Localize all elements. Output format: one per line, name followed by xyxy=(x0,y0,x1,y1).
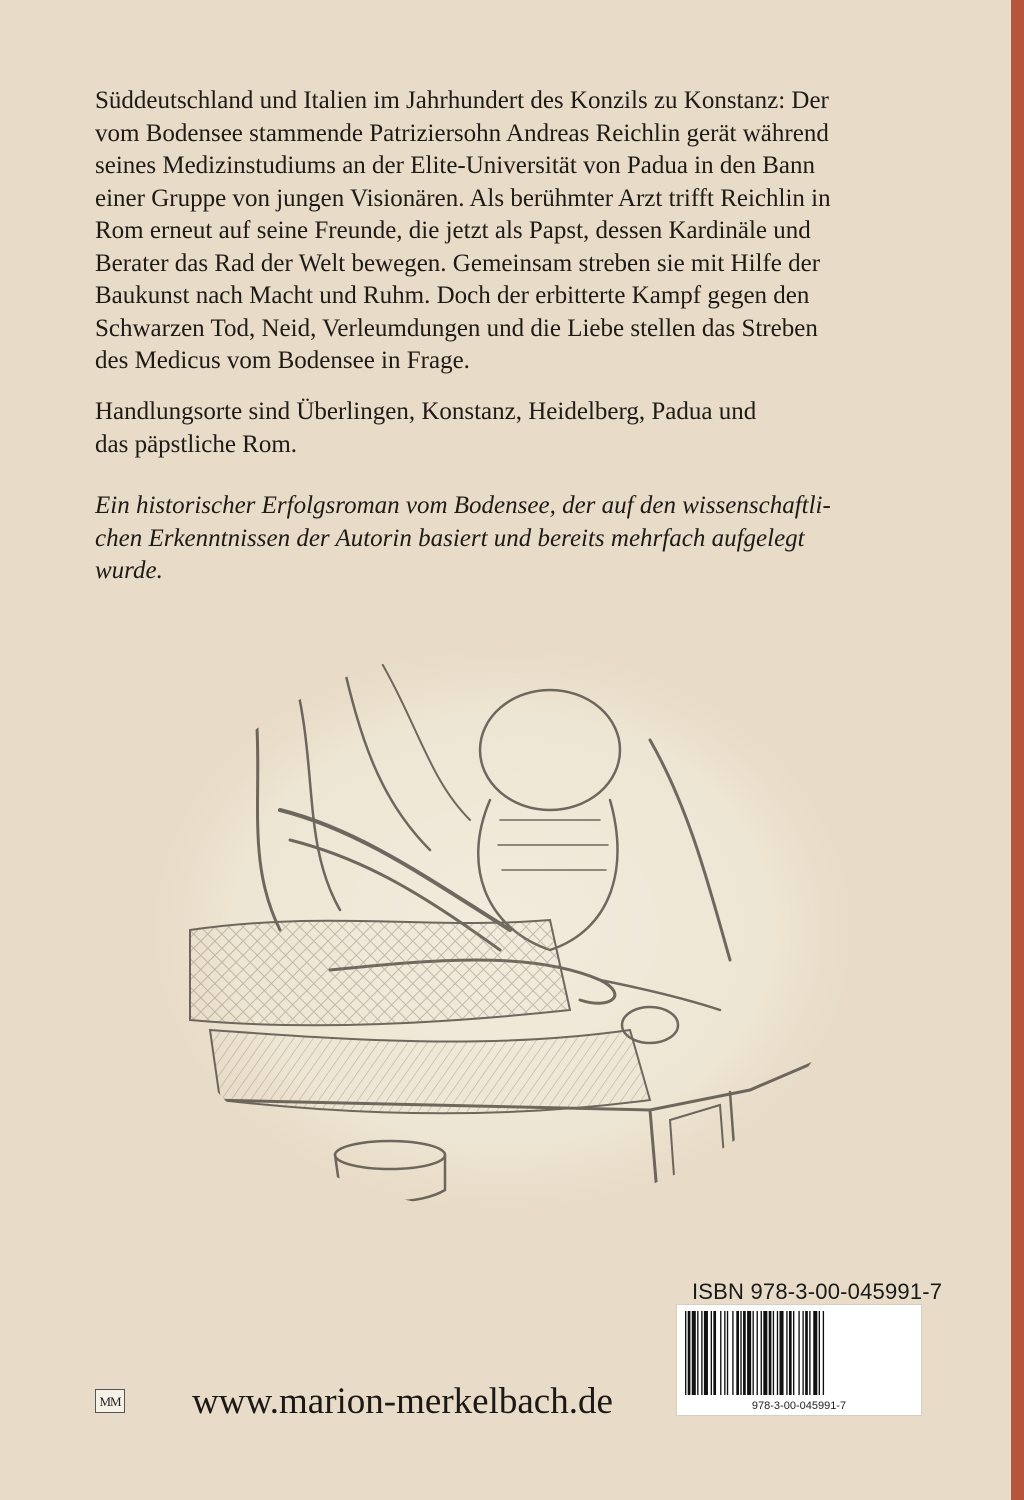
barcode-bar xyxy=(789,1311,792,1395)
blurb-line: Rom erneut auf seine Freunde, die jetzt als Papst, dessen Kardinäle und xyxy=(95,217,811,244)
tagline-line: Ein historischer Erfolgsroman vom Bodensee, der auf den wissenschaftli- xyxy=(95,492,831,519)
barcode-bar xyxy=(753,1311,754,1395)
isbn-label: ISBN 978-3-00-045991-7 xyxy=(692,1279,943,1304)
barcode-bar xyxy=(743,1311,746,1395)
barcode-bar xyxy=(740,1311,741,1395)
barcode-bar xyxy=(761,1311,762,1395)
barcode-bar xyxy=(757,1311,758,1395)
barcode-bar xyxy=(780,1311,784,1395)
barcode-bar xyxy=(773,1311,774,1395)
barcode-bar xyxy=(732,1311,733,1395)
barcode-bar xyxy=(823,1311,824,1395)
barcode-bar xyxy=(777,1311,778,1395)
barcode-bar xyxy=(819,1311,820,1395)
barcode-bar xyxy=(697,1311,698,1395)
blurb-line: Berater das Rad der Welt bewegen. Gemeinsam streben sie mit Hilfe der xyxy=(95,249,821,277)
barcode-bar xyxy=(805,1311,808,1395)
barcode xyxy=(676,1304,922,1416)
blurb-line: vom Bodensee stammende Patriziersohn Andreas Reichlin gerät während xyxy=(95,119,829,147)
woodcut-illustration xyxy=(130,630,876,1228)
website-url: www.marion-merkelbach.de xyxy=(192,1381,613,1422)
barcode-bar xyxy=(701,1311,702,1395)
barcode-bar xyxy=(727,1311,728,1395)
barcode-bar xyxy=(793,1311,794,1395)
places-line: das päpstliche Rom. xyxy=(95,430,298,458)
barcode-bar xyxy=(692,1311,696,1395)
blurb-line: seines Medizinstudiums an der Elite-Universität von Padua in den Bann xyxy=(95,152,815,179)
publisher-logo: MM xyxy=(95,1389,125,1413)
barcode-digits: 978-3-00-045991-7 xyxy=(751,1400,847,1412)
blurb-line: einer Gruppe von jungen Visionären. Als berühmter Arzt trifft Reichlin in xyxy=(95,184,831,212)
blurb-line: Süddeutschland und Italien im Jahrhundert des Konzils zu Konstanz: Der xyxy=(95,87,829,114)
barcode-bar xyxy=(769,1311,772,1395)
barcode-bar xyxy=(786,1311,787,1395)
tagline-line: chen Erkenntnissen der Autorin basiert und bereits mehrfach aufgelegt xyxy=(95,524,805,552)
tagline-line: wurde. xyxy=(95,557,163,584)
barcode-bar xyxy=(809,1311,810,1395)
spine-edge xyxy=(1011,0,1024,1500)
barcode-bar xyxy=(747,1311,751,1395)
barcode-bar xyxy=(704,1311,708,1395)
barcode-bar xyxy=(688,1311,691,1395)
barcode-bar xyxy=(724,1311,725,1395)
places-paragraph xyxy=(95,396,925,461)
blurb-line: des Medicus vom Bodensee in Frage. xyxy=(95,347,470,374)
barcode-bar xyxy=(720,1311,721,1395)
blurb-line: Schwarzen Tod, Neid, Verleumdungen und die Liebe stellen das Streben xyxy=(95,314,818,342)
barcode-bar xyxy=(802,1311,803,1395)
barcode-bars xyxy=(683,1311,917,1395)
barcode-bar xyxy=(736,1311,739,1395)
barcode-bar xyxy=(713,1311,716,1395)
blurb-paragraph xyxy=(95,85,925,378)
barcode-bar xyxy=(711,1311,712,1395)
barcode-bar xyxy=(763,1311,767,1395)
barcode-bar xyxy=(813,1311,817,1395)
barcode-bar xyxy=(798,1311,799,1395)
barcode-bar xyxy=(685,1311,686,1395)
blurb-line: Baukunst nach Macht und Ruhm. Doch der erbitterte Kampf gegen den xyxy=(95,282,810,309)
tagline-paragraph xyxy=(95,490,925,588)
places-line: Handlungsorte sind Überlingen, Konstanz, Heidelberg, Padua und xyxy=(95,398,757,425)
